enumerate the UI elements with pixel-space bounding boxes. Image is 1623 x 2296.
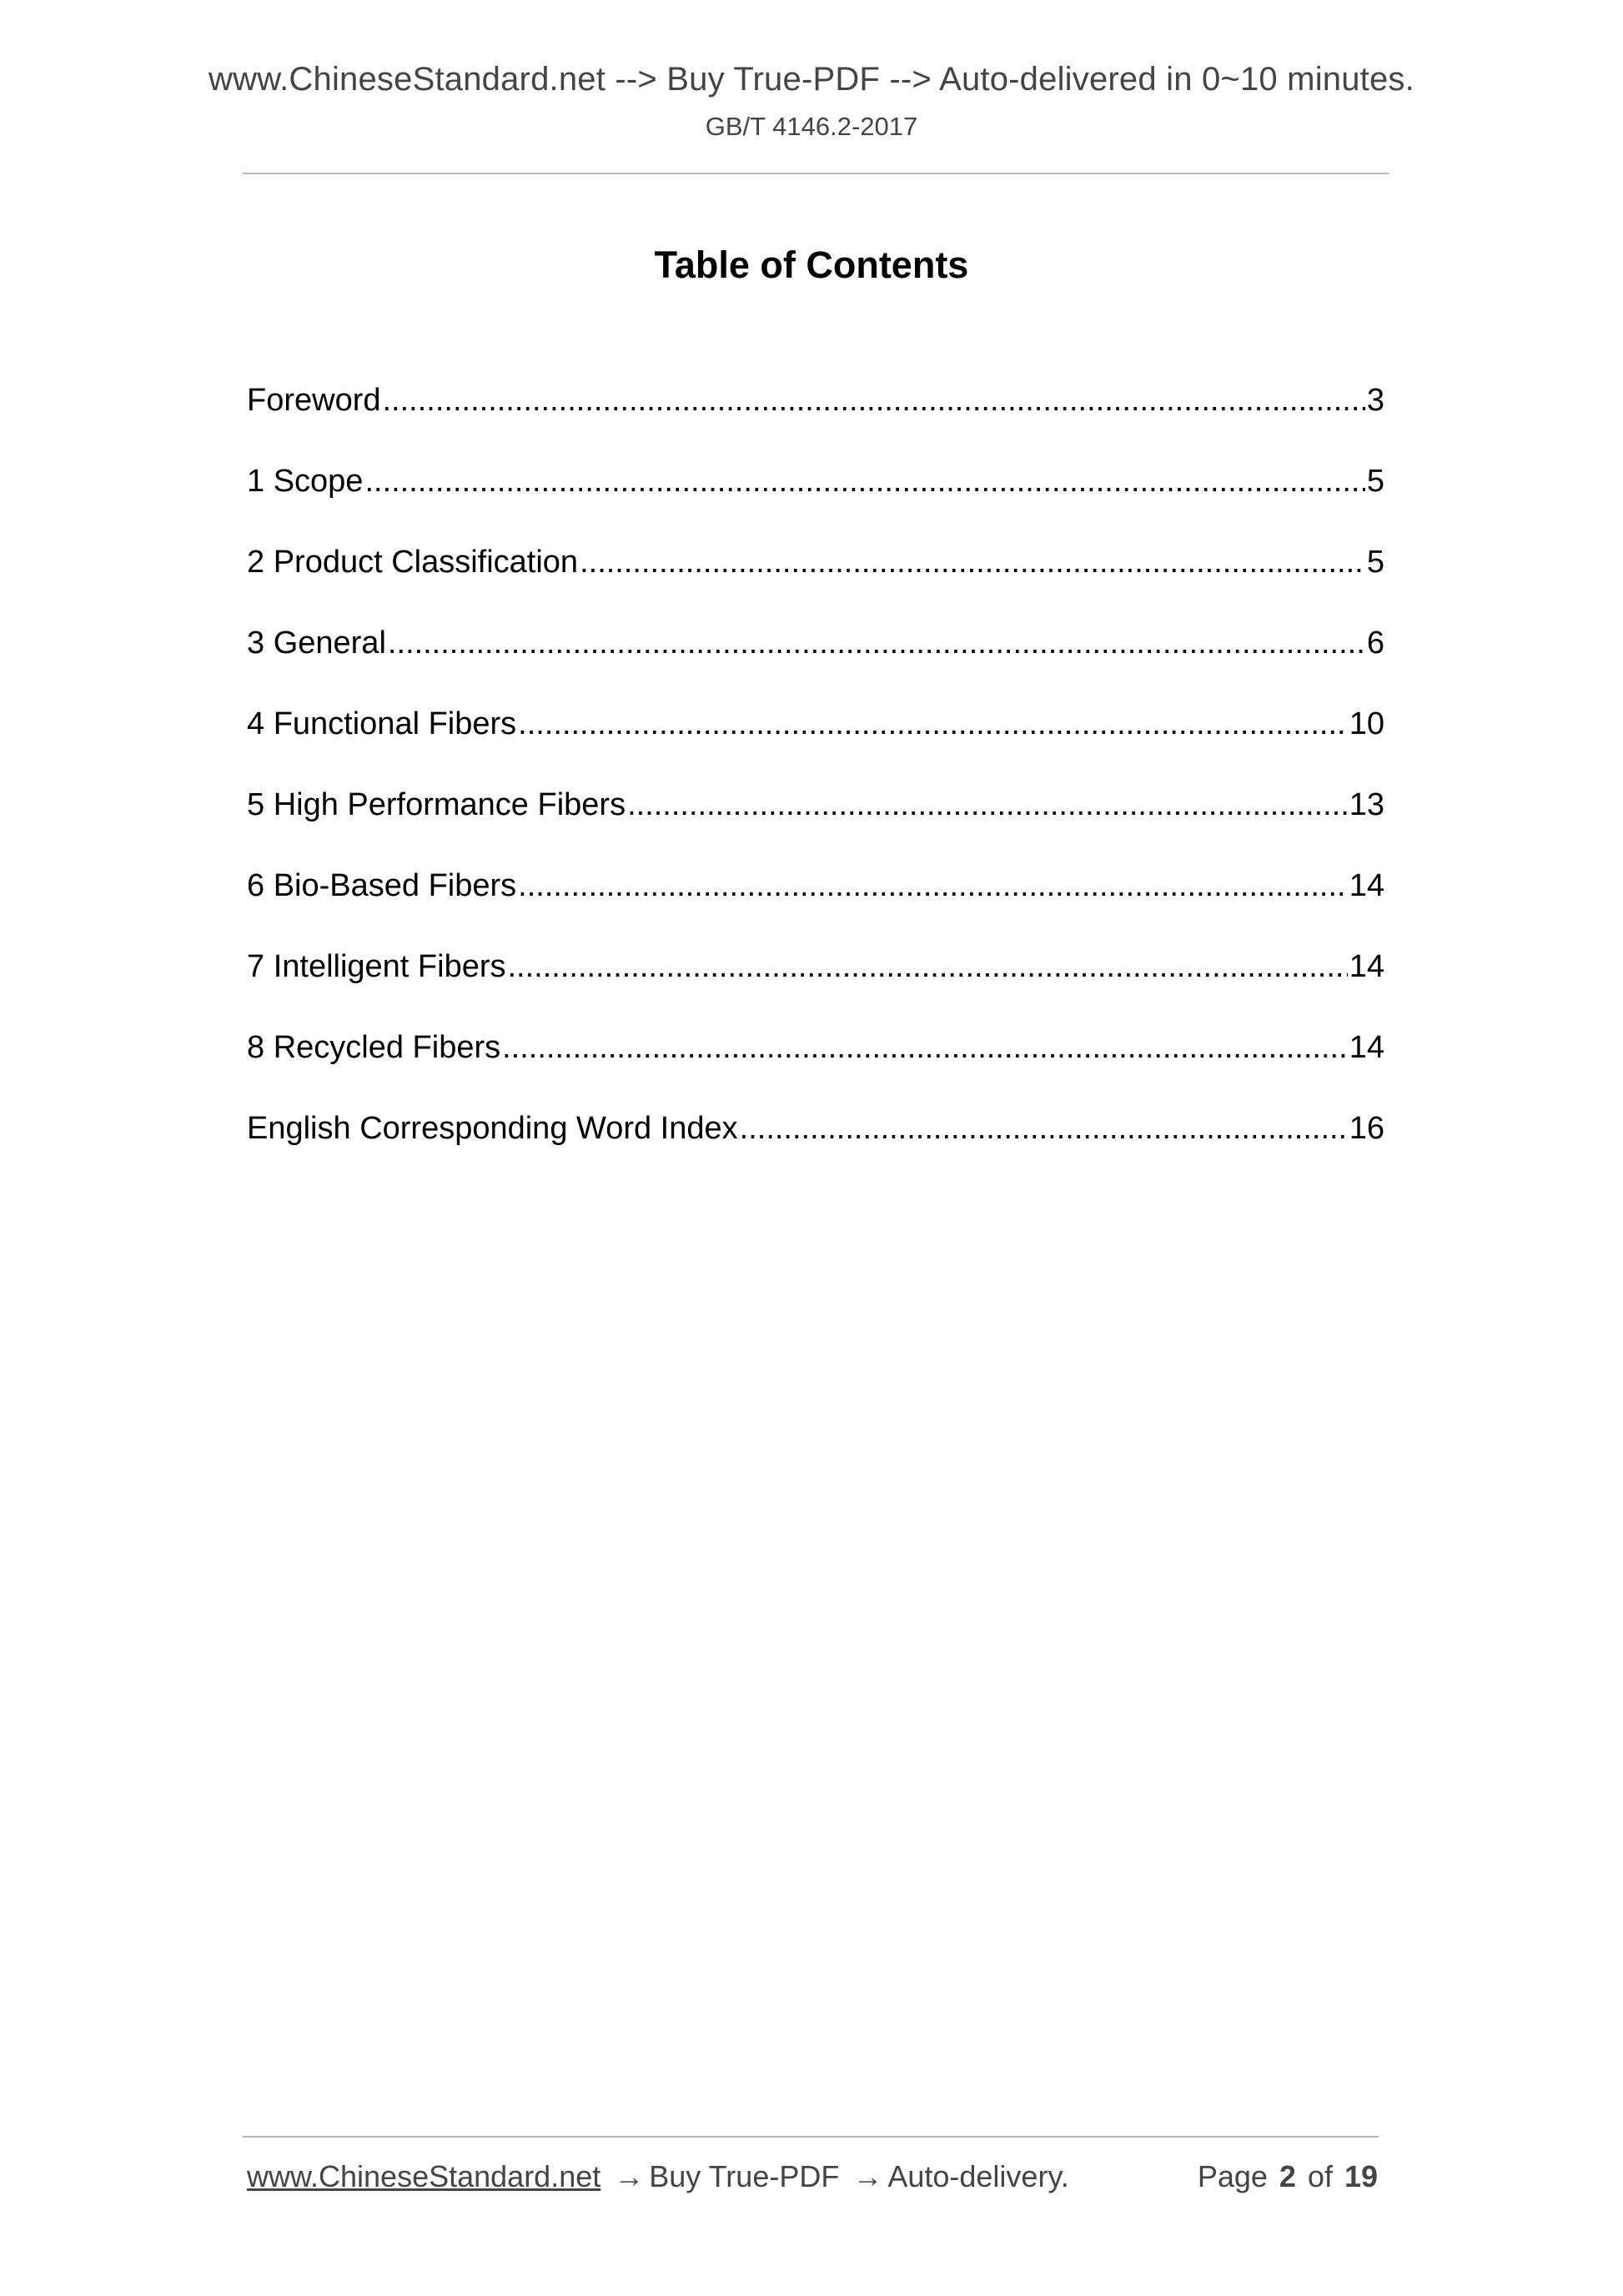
toc-entry-label: English Corresponding Word Index bbox=[247, 1111, 738, 1146]
toc-leader-dots bbox=[383, 377, 1365, 424]
footer-promo bbox=[247, 2156, 1069, 2198]
toc-entry-label: 2 Product Classification bbox=[247, 545, 579, 580]
toc-entry-high-performance-fibers[interactable] bbox=[247, 781, 1384, 862]
toc-entry-functional-fibers[interactable] bbox=[247, 701, 1384, 781]
toc-entry-label: 3 General bbox=[247, 625, 386, 661]
footer-site-link[interactable]: www.ChineseStandard.net bbox=[247, 2159, 601, 2193]
toc-leader-dots bbox=[740, 1105, 1348, 1152]
page-footer bbox=[247, 2156, 1378, 2198]
toc-entry-page: 13 bbox=[1349, 787, 1384, 822]
arrow-right-icon: → bbox=[852, 2159, 883, 2193]
toc-leader-dots bbox=[627, 781, 1348, 828]
page-label: Page bbox=[1197, 2159, 1268, 2193]
toc-entry-page: 14 bbox=[1349, 949, 1384, 984]
toc-entry-page: 10 bbox=[1349, 706, 1384, 741]
page-number bbox=[1198, 2156, 1378, 2198]
toc-entry-intelligent-fibers[interactable] bbox=[247, 943, 1384, 1024]
toc-entry-label: 7 Intelligent Fibers bbox=[247, 949, 506, 984]
toc-list bbox=[247, 377, 1384, 1186]
toc-entry-label: 5 High Performance Fibers bbox=[247, 787, 626, 822]
toc-entry-page: 16 bbox=[1349, 1111, 1384, 1146]
toc-entry-bio-based-fibers[interactable] bbox=[247, 862, 1384, 943]
toc-leader-dots bbox=[518, 862, 1348, 909]
toc-leader-dots bbox=[508, 943, 1348, 990]
arrow-right-icon: → bbox=[614, 2159, 645, 2193]
page-total: 19 bbox=[1344, 2159, 1378, 2193]
toc-leader-dots bbox=[580, 539, 1365, 585]
toc-entry-product-classification[interactable] bbox=[247, 539, 1384, 620]
toc-title: Table of Contents bbox=[654, 244, 969, 286]
header-standard-number: GB/T 4146.2-2017 bbox=[705, 112, 918, 141]
footer-delivery-text: Auto-delivery. bbox=[887, 2159, 1069, 2193]
toc-entry-label: 4 Functional Fibers bbox=[247, 706, 517, 741]
toc-entry-general[interactable] bbox=[247, 620, 1384, 701]
toc-entry-page: 14 bbox=[1349, 1030, 1384, 1065]
toc-entry-label: 8 Recycled Fibers bbox=[247, 1030, 501, 1065]
toc-entry-page: 5 bbox=[1366, 545, 1384, 580]
footer-divider bbox=[243, 2136, 1379, 2138]
toc-entry-page: 5 bbox=[1366, 464, 1384, 499]
header-divider bbox=[243, 173, 1389, 174]
toc-entry-recycled-fibers[interactable] bbox=[247, 1024, 1384, 1105]
toc-entry-english-word-index[interactable] bbox=[247, 1105, 1384, 1186]
toc-leader-dots bbox=[502, 1024, 1348, 1071]
page-current: 2 bbox=[1279, 2159, 1296, 2193]
toc-entry-page: 6 bbox=[1366, 625, 1384, 661]
footer-buy-text: Buy True-PDF bbox=[649, 2159, 840, 2193]
toc-entry-label: 6 Bio-Based Fibers bbox=[247, 868, 517, 903]
toc-entry-foreword[interactable] bbox=[247, 377, 1384, 458]
page-of-label: of bbox=[1307, 2159, 1333, 2193]
header-promo-text: www.ChineseStandard.net --> Buy True-PDF --> Auto-delivered in 0~10 minutes. bbox=[209, 61, 1414, 98]
toc-entry-label: Foreword bbox=[247, 383, 381, 418]
toc-leader-dots bbox=[364, 458, 1364, 505]
toc-entry-label: 1 Scope bbox=[247, 464, 364, 499]
toc-entry-scope[interactable] bbox=[247, 458, 1384, 539]
toc-leader-dots bbox=[518, 701, 1348, 747]
page-header bbox=[0, 60, 1623, 143]
toc-entry-page: 3 bbox=[1366, 383, 1384, 418]
toc-leader-dots bbox=[388, 620, 1365, 666]
toc-entry-page: 14 bbox=[1349, 868, 1384, 903]
